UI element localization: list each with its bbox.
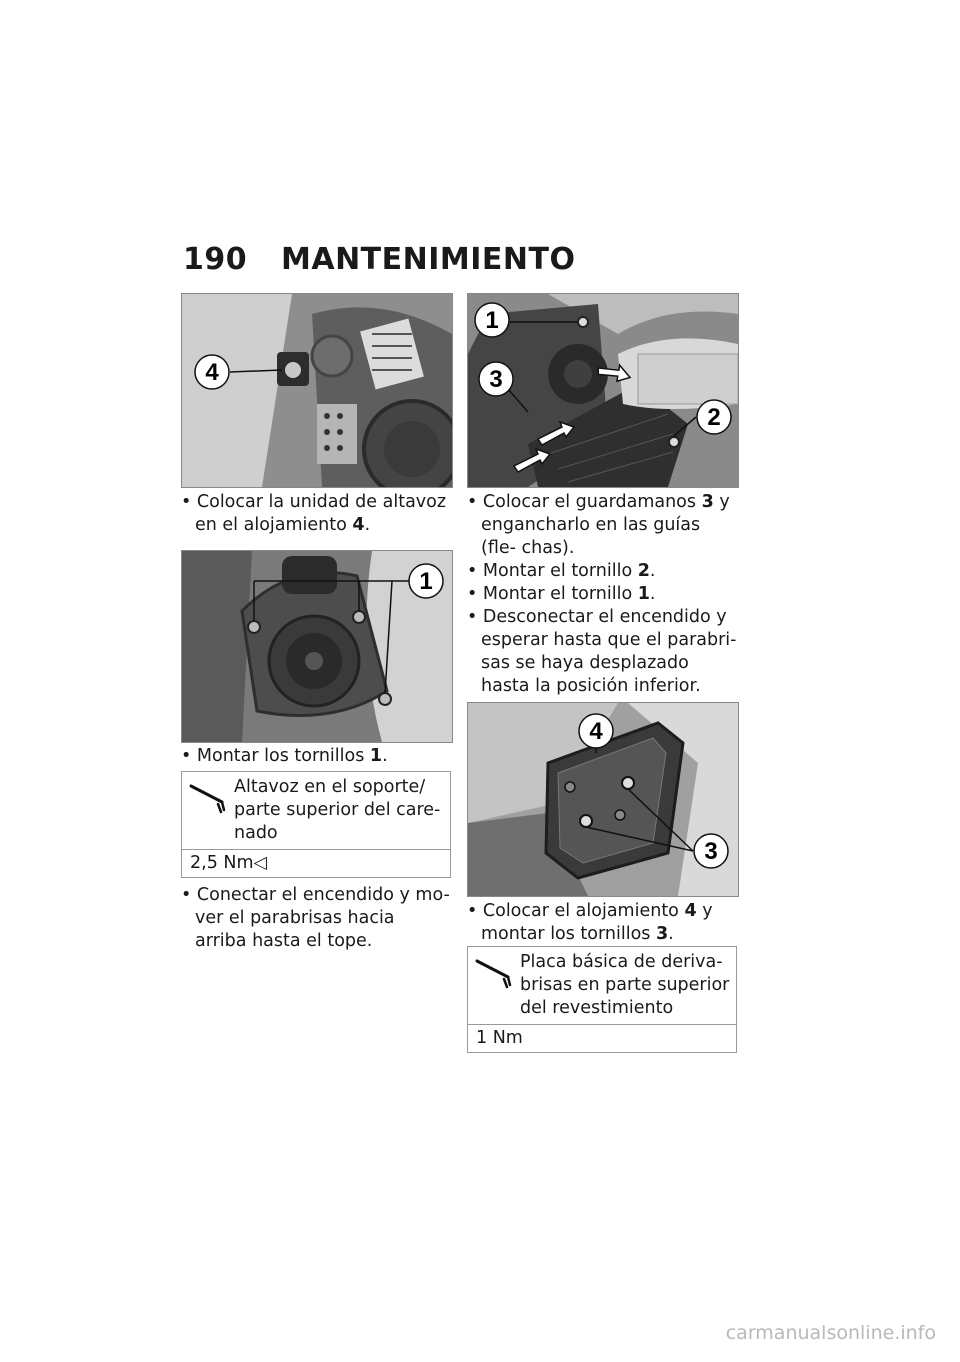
callout-4: 4 bbox=[589, 718, 603, 745]
photo-speaker-housing bbox=[181, 293, 453, 488]
section-title: MANTENIMIENTO bbox=[281, 242, 576, 277]
step-text-end: . bbox=[382, 746, 388, 766]
left-step-1: • Colocar la unidad de altavoz en el alojamiento 4. bbox=[181, 492, 447, 535]
right-step-5: • Colocar el alojamiento 4 y montar los tornillos 3. bbox=[467, 901, 713, 944]
left-step-3: • Conectar el encendido y mo- ver el parabrisas hacia arriba hasta el tope. bbox=[181, 885, 450, 951]
photo-hand-guard bbox=[467, 293, 739, 488]
callout-1: 1 bbox=[419, 568, 433, 595]
step-text-end: . bbox=[649, 561, 656, 581]
torque-wrench-icon bbox=[188, 780, 228, 814]
step-text: Colocar el alojamiento bbox=[482, 901, 685, 921]
step-text: Colocar la unidad de altavoz en el alojamiento bbox=[195, 492, 447, 535]
right-steps: • Colocar el guardamanos 3 y engancharlo en las guías (fle- chas). • Montar el tornillo 2. • Montar el tornillo 1. • Desconectar el encendido y esperar hasta que el parabri- sas se haya desplazado hasta la posición inferior. bbox=[467, 492, 737, 696]
step-text: Colocar el guardamanos bbox=[482, 492, 702, 512]
page-number: 190 bbox=[183, 242, 248, 277]
step-text-mid: y montar los tornillos bbox=[481, 901, 713, 944]
callout-2: 2 bbox=[707, 404, 721, 431]
callout-1: 1 bbox=[485, 307, 499, 334]
step-text-end: . bbox=[364, 515, 371, 535]
torque-spec-box-2 bbox=[467, 946, 737, 1053]
ref-number: 3 bbox=[701, 492, 714, 512]
step-text: Conectar el encendido y mo- ver el parabrisas hacia arriba hasta el tope. bbox=[195, 885, 450, 951]
callout-3: 3 bbox=[489, 366, 503, 393]
ref-number: 1 bbox=[637, 584, 650, 604]
step-text: Montar los tornillos bbox=[196, 746, 370, 766]
torque-value: 2,5 Nm◁ bbox=[182, 849, 450, 877]
photo-speaker-screws bbox=[181, 550, 453, 743]
watermark: carmanualsonline.info bbox=[725, 1322, 936, 1344]
callout-4: 4 bbox=[205, 359, 219, 386]
step-text: Desconectar el encendido y esperar hasta que el parabri- sas se haya desplazado hasta la posición inferior. bbox=[481, 607, 737, 696]
torque-wrench-icon bbox=[474, 955, 514, 989]
page-header bbox=[183, 242, 576, 277]
photo-deflector-plate bbox=[467, 702, 739, 897]
step-text-end: . bbox=[649, 584, 656, 604]
ref-number: 2 bbox=[637, 561, 650, 581]
torque-description: Placa básica de deriva- brisas en parte superior del revestimiento bbox=[520, 952, 730, 1018]
torque-description: Altavoz en el soporte/ parte superior del care- nado bbox=[234, 777, 441, 843]
ref-number: 4 bbox=[352, 515, 365, 535]
left-step-2: • Montar los tornillos 1. bbox=[181, 746, 388, 766]
ref-number-2: 3 bbox=[655, 924, 669, 944]
step-text-end: y engancharlo en las guías (fle- chas). bbox=[481, 492, 730, 558]
step-text: Montar el tornillo bbox=[482, 561, 638, 581]
torque-spec-box bbox=[181, 771, 451, 878]
torque-value: 1 Nm bbox=[468, 1024, 736, 1052]
ref-number: 4 bbox=[684, 901, 697, 921]
step-text-end: . bbox=[668, 924, 674, 944]
callout-3: 3 bbox=[704, 838, 718, 865]
ref-number: 1 bbox=[369, 746, 383, 766]
step-text: Montar el tornillo bbox=[482, 584, 638, 604]
